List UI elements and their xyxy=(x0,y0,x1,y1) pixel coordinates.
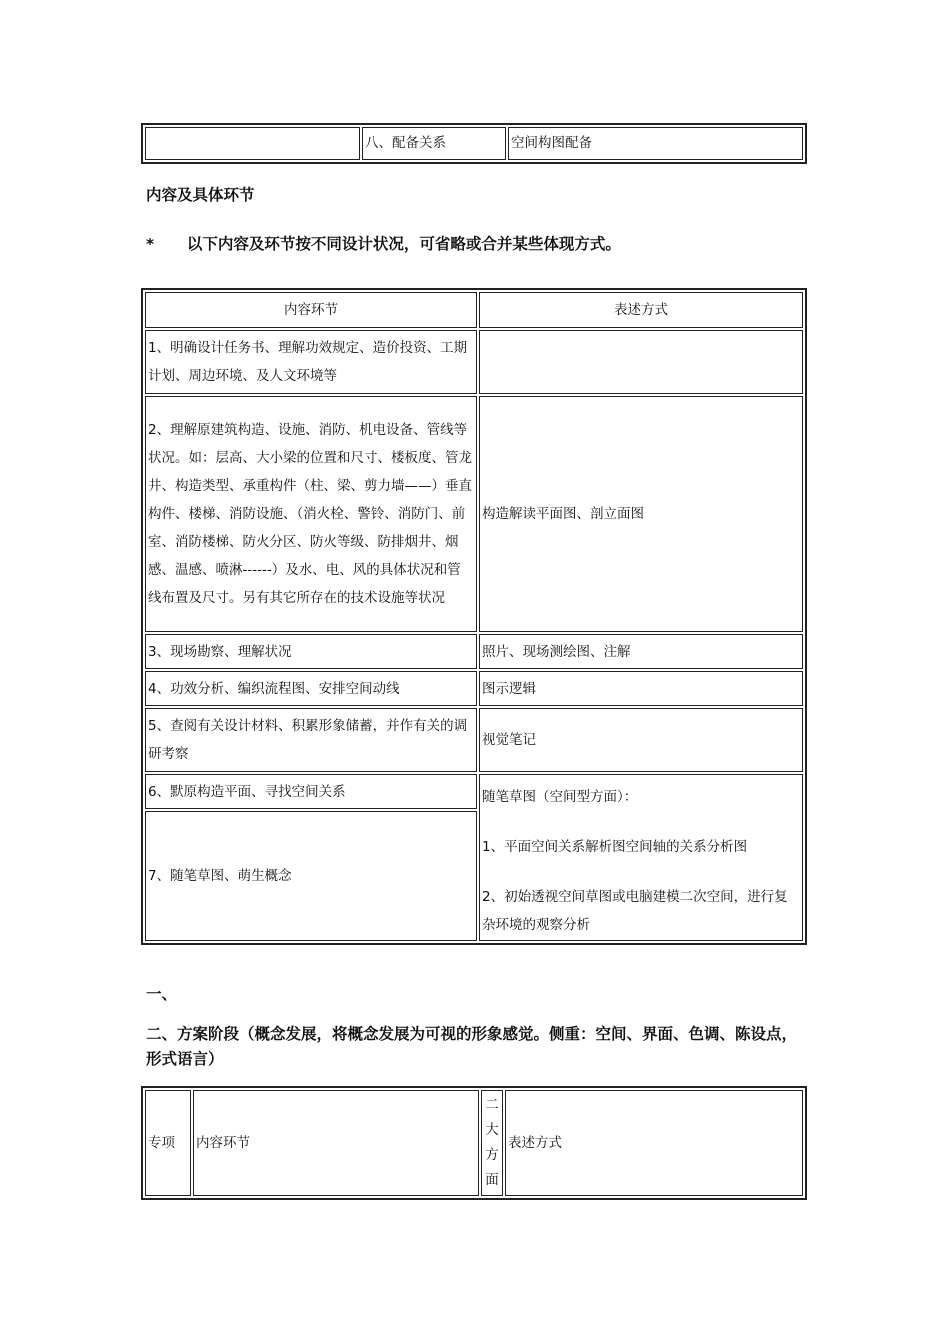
top-table-cell-section: 八、配备关系 xyxy=(362,127,506,160)
row-method: 照片、现场测绘图、注解 xyxy=(479,634,803,669)
table-row xyxy=(145,634,803,669)
aspects-char: 大 xyxy=(485,1122,499,1138)
row-method xyxy=(479,330,803,394)
bottom-table xyxy=(141,1086,807,1200)
aspects-char: 面 xyxy=(485,1172,499,1188)
row-content: 3、现场勘察、理解状况 xyxy=(145,634,477,669)
row-content: 5、查阅有关设计材料、积累形象储蓄，并作有关的调研考察 xyxy=(145,708,477,772)
row-method-merged xyxy=(479,774,803,941)
note-mark: * xyxy=(146,235,155,253)
row-content: 2、理解原建筑构造、设施、消防、机电设备、管线等状况。如：层高、大小梁的位置和尺寸、楼板度、管龙井、构造类型、承重构件（柱、梁、剪力墙——）垂直构件、楼梯、消防设施、（消火栓、警铃、消防门、前室、消防楼梯、防火分区、防火等级、防排烟井、烟感、温感、喷淋------）及水、电、风的具体状况和管线布置及尺寸。另有其它所存在的技术设施等状况 xyxy=(145,396,477,632)
table-row xyxy=(145,708,803,772)
table-row xyxy=(145,396,803,632)
row-content: 7、随笔草图、萌生概念 xyxy=(145,811,477,941)
note-line xyxy=(146,232,621,254)
table-row xyxy=(145,774,803,809)
method-item-2: 2、初始透视空间草图或电脑建模二次空间，进行复杂环境的观察分析 xyxy=(482,889,788,933)
method-intro: 随笔草图（空间型方面）： xyxy=(482,789,638,805)
row-method: 构造解读平面图、剖立面图 xyxy=(479,396,803,632)
top-table-cell-topic: 空间构图配备 xyxy=(508,127,803,160)
top-table-cell-empty xyxy=(145,127,360,160)
bottom-cell-aspects xyxy=(481,1090,503,1196)
row-method: 视觉笔记 xyxy=(479,708,803,772)
method-item-1: 1、平面空间关系解析图空间轴的关系分析图 xyxy=(482,839,748,855)
row-content: 1、明确设计任务书、理解功效规定、造价投资、工期计划、周边环境、及人文环境等 xyxy=(145,330,477,394)
bottom-cell-content: 内容环节 xyxy=(193,1090,479,1196)
table-header-row xyxy=(145,292,803,328)
main-table xyxy=(141,288,807,945)
header-method: 表述方式 xyxy=(479,292,803,328)
section-heading: 内容及具体环节 xyxy=(146,186,255,204)
table-row xyxy=(145,330,803,394)
header-content: 内容环节 xyxy=(145,292,477,328)
table-row xyxy=(145,671,803,706)
item-one: 一、 xyxy=(146,985,178,1003)
item-two: 二、方案阶段（概念发展，将概念发展为可视的形象感觉。侧重：空间、界面、色调、陈设点，形式语言） xyxy=(146,1025,798,1068)
row-content: 4、功效分析、编织流程图、安排空间动线 xyxy=(145,671,477,706)
row-content: 6、默原构造平面、寻找空间关系 xyxy=(145,774,477,809)
row-method: 图示逻辑 xyxy=(479,671,803,706)
top-table xyxy=(141,123,807,164)
aspects-char: 二 xyxy=(485,1097,499,1113)
bottom-cell-method: 表述方式 xyxy=(505,1090,803,1196)
aspects-char: 方 xyxy=(485,1147,499,1163)
note-text: 以下内容及环节按不同设计状况，可省略或合并某些体现方式。 xyxy=(186,235,621,253)
bottom-cell-item: 专项 xyxy=(145,1090,191,1196)
